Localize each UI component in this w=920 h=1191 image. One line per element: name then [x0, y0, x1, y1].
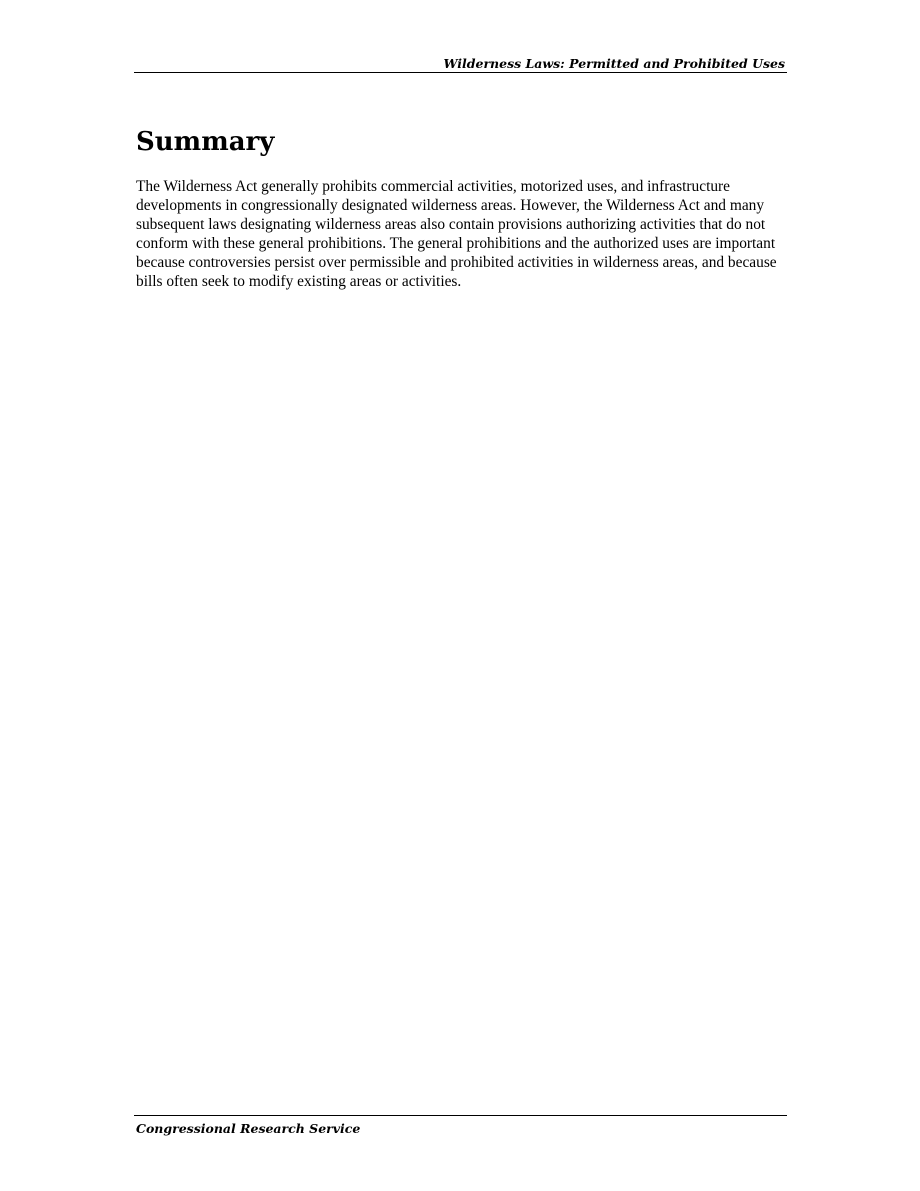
running-footer — [134, 1115, 787, 1136]
running-header-title: Wilderness Laws: Permitted and Prohibited Uses — [443, 56, 785, 71]
running-header — [134, 56, 787, 73]
footer-organization: Congressional Research Service — [136, 1121, 361, 1136]
summary-heading: Summary — [136, 127, 275, 157]
summary-paragraph: The Wilderness Act generally prohibits commercial activities, motorized uses, and infrastructure developments in congressionally designated wilderness areas. However, the Wilderness Act and many subsequent laws designating wilderness areas also contain provisions authorizing activities that do not conform with these general prohibitions. The general prohibitions and the authorized uses are important because controversies persist over permissible and prohibited activities in wilderness areas, and because bills often seek to modify existing areas or activities. — [136, 178, 777, 290]
